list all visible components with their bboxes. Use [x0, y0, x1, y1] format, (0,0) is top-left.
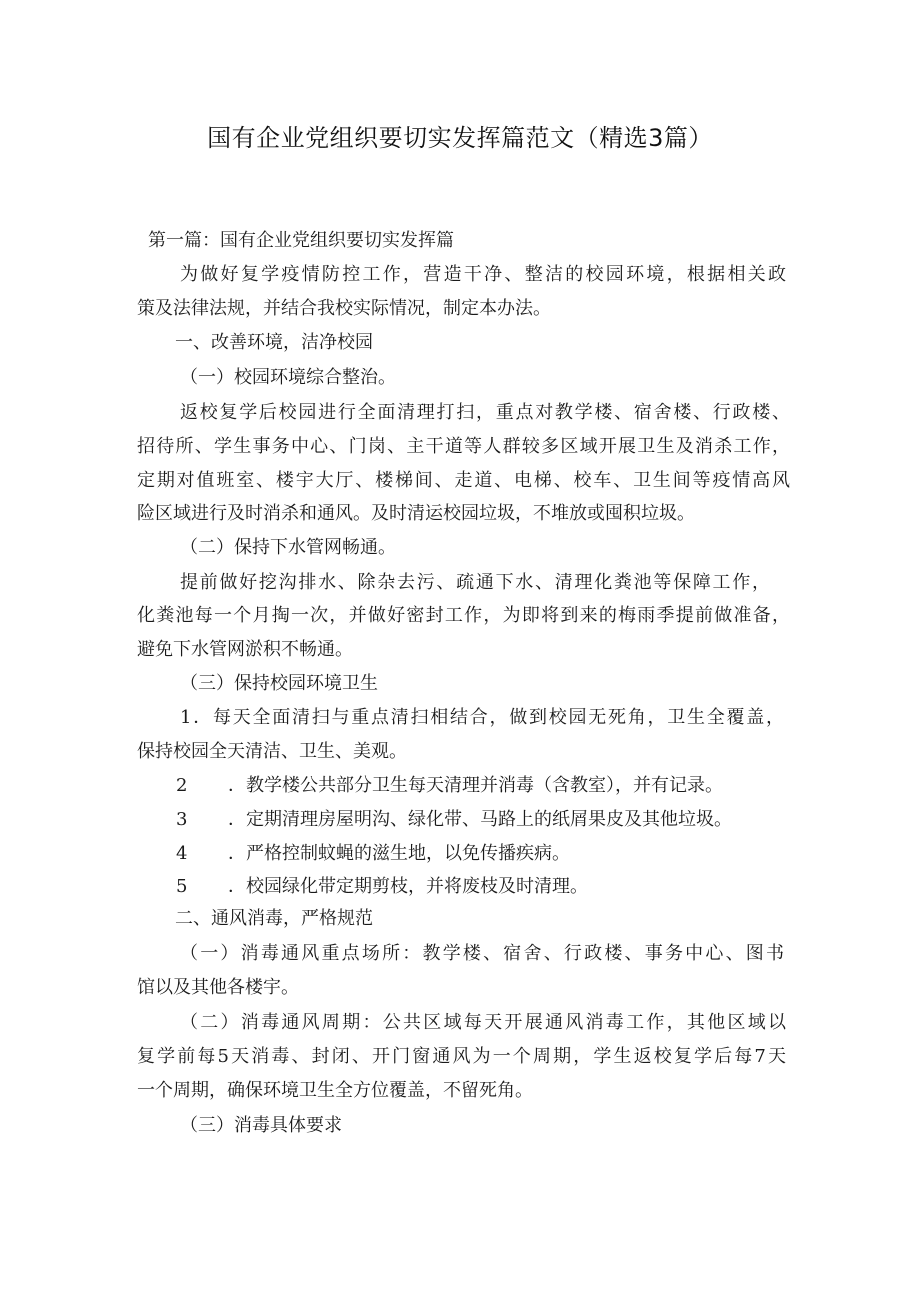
p2-sub2-line-3: 一个周期，确保环境卫生全方位覆盖，不留死角。 [137, 1080, 533, 1101]
sub1-line-4: 险区域进行及时消杀和通风。及时清运校园垃圾，不堆放或囤积垃圾。 [137, 503, 695, 524]
sub1-heading: （一）校园环境综合整治。 [180, 367, 396, 388]
p2-sub1-line-2: 馆以及其他各楼宇。 [137, 977, 299, 998]
sub3-heading: （三）保持校园环境卫生 [180, 673, 378, 694]
sub1-line-3: 定期对值班室、楼宇大厅、楼梯间、走道、电梯、校车、卫生间等疫情高风 [137, 470, 790, 491]
intro-line-1: 为做好复学疫情防控工作，营造干净、整洁的校园环境，根据相关政 [180, 264, 786, 285]
intro-line-2: 策及法律法规，并结合我校实际情况，制定本办法。 [137, 298, 551, 319]
list-item-text: ．教学楼公共部分卫生每天清理并消毒（含教室），并有记录。 [228, 775, 723, 796]
list-item-number: 3 [176, 809, 188, 830]
list-item [176, 807, 732, 833]
list-item-text: ．校园绿化带定期剪枝，并将废枝及时清理。 [228, 876, 588, 897]
p2-sub1-line-1: （一）消毒通风重点场所：教学楼、宿舍、行政楼、事务中心、图书 [180, 943, 784, 964]
p2-sub2-line-1: （二）消毒通风周期：公共区域每天开展通风消毒工作，其他区域以 [180, 1012, 786, 1033]
p2-sub2-line-2: 复学前每5天消毒、封闭、开门窗通风为一个周期，学生返校复学后每7天 [137, 1046, 786, 1067]
part1-heading: 一、改善环境，洁净校园 [175, 332, 373, 353]
sub1-line-1: 返校复学后校园进行全面清理打扫，重点对教学楼、宿舍楼、行政楼、 [180, 402, 790, 423]
list-item [176, 773, 723, 799]
sub2-line-3: 避免下水管网淤积不畅通。 [137, 639, 353, 660]
item1-line-2: 保持校园全天清洁、卫生、美观。 [137, 741, 407, 762]
list-item-text: ．定期清理房屋明沟、绿化带、马路上的纸屑果皮及其他垃圾。 [228, 809, 732, 830]
sub1-line-2: 招待所、学生事务中心、门岗、主干道等人群较多区域开展卫生及消杀工作， [137, 436, 790, 457]
list-item-number: 5 [176, 876, 188, 897]
item1-line-1: 1．每天全面清扫与重点清扫相结合，做到校园无死角，卫生全覆盖， [180, 707, 784, 728]
sub2-heading: （二）保持下水管网畅通。 [180, 537, 396, 558]
list-item-number: 2 [176, 775, 188, 796]
sub2-line-2: 化粪池每一个月掏一次，并做好密封工作，为即将到来的梅雨季提前做准备， [137, 605, 790, 626]
section-heading: 第一篇：国有企业党组织要切实发挥篇 [148, 230, 454, 251]
p2-sub3-heading: （三）消毒具体要求 [180, 1115, 342, 1136]
sub2-line-1: 提前做好挖沟排水、除杂去污、疏通下水、清理化粪池等保障工作， [180, 572, 770, 593]
document-title: 国有企业党组织要切实发挥篇范文（精选3篇） [207, 124, 713, 152]
list-item [176, 874, 588, 900]
list-item [176, 841, 570, 867]
list-item-text: ．严格控制蚊蝇的滋生地，以免传播疾病。 [228, 843, 570, 864]
part2-heading: 二、通风消毒，严格规范 [175, 908, 373, 929]
list-item-number: 4 [176, 843, 188, 864]
